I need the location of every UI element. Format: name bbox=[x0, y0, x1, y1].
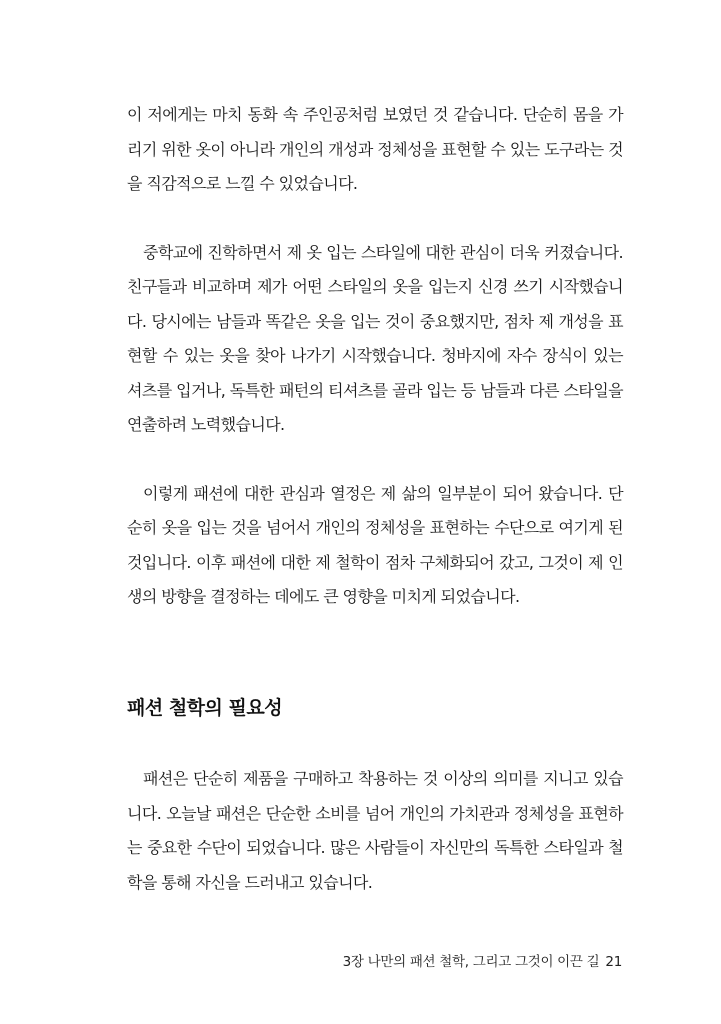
paragraph-3: 이렇게 패션에 대한 관심과 열정은 제 삶의 일부분이 되어 왔습니다. 단순히 옷을 입는 것을 넘어서 개인의 정체성을 표현하는 수단으로 여기게 된 것입니다. 이후 패션에 대한 제 철학이 점차 구체화되어 갔고, 그것이 제 인생의 방향을 결정하는 데에도 큰 영향을 미치게 되었습니다. bbox=[127, 483, 623, 606]
page-footer bbox=[343, 950, 622, 970]
paragraph-4: 패션은 단순히 제품을 구매하고 착용하는 것 이상의 의미를 지니고 있습니다. 오늘날 패션은 단순한 소비를 넘어 개인의 가치관과 정체성을 표현하는 중요한 수단이 되었습니다. 많은 사람들이 자신만의 독특한 스타일과 철학을 통해 자신을 드러내고 있습니다. bbox=[127, 769, 623, 892]
body-text bbox=[127, 98, 623, 615]
page-number: 21 bbox=[605, 954, 622, 970]
section-heading: 패션 철학의 필요성 bbox=[127, 697, 283, 719]
section-body bbox=[127, 762, 623, 900]
section-heading-wrap bbox=[127, 693, 282, 720]
paragraph-2: 중학교에 진학하면서 제 옷 입는 스타일에 대한 관심이 더욱 커졌습니다. 친구들과 비교하며 제가 어떤 스타일의 옷을 입는지 신경 쓰기 시작했습니다. 당시에는 남들과 똑같은 옷을 입는 것이 중요했지만, 점차 제 개성을 표현할 수 있는 옷을 찾아 나가기 시작했습니다. 청바지에 자수 장식이 있는 셔츠를 입거나, 독특한 패턴의 티셔츠를 골라 입는 등 남들과 다른 스타일을 연출하려 노력했습니다. bbox=[127, 242, 623, 434]
paragraph-1: 이 저에게는 마치 동화 속 주인공처럼 보였던 것 같습니다. 단순히 몸을 가리기 위한 옷이 아니라 개인의 개성과 정체성을 표현할 수 있는 도구라는 것을 직감적으로 느낄 수 있었습니다. bbox=[127, 105, 623, 193]
running-title: 3장 나만의 패션 철학, 그리고 그것이 이끈 길 bbox=[342, 954, 600, 970]
